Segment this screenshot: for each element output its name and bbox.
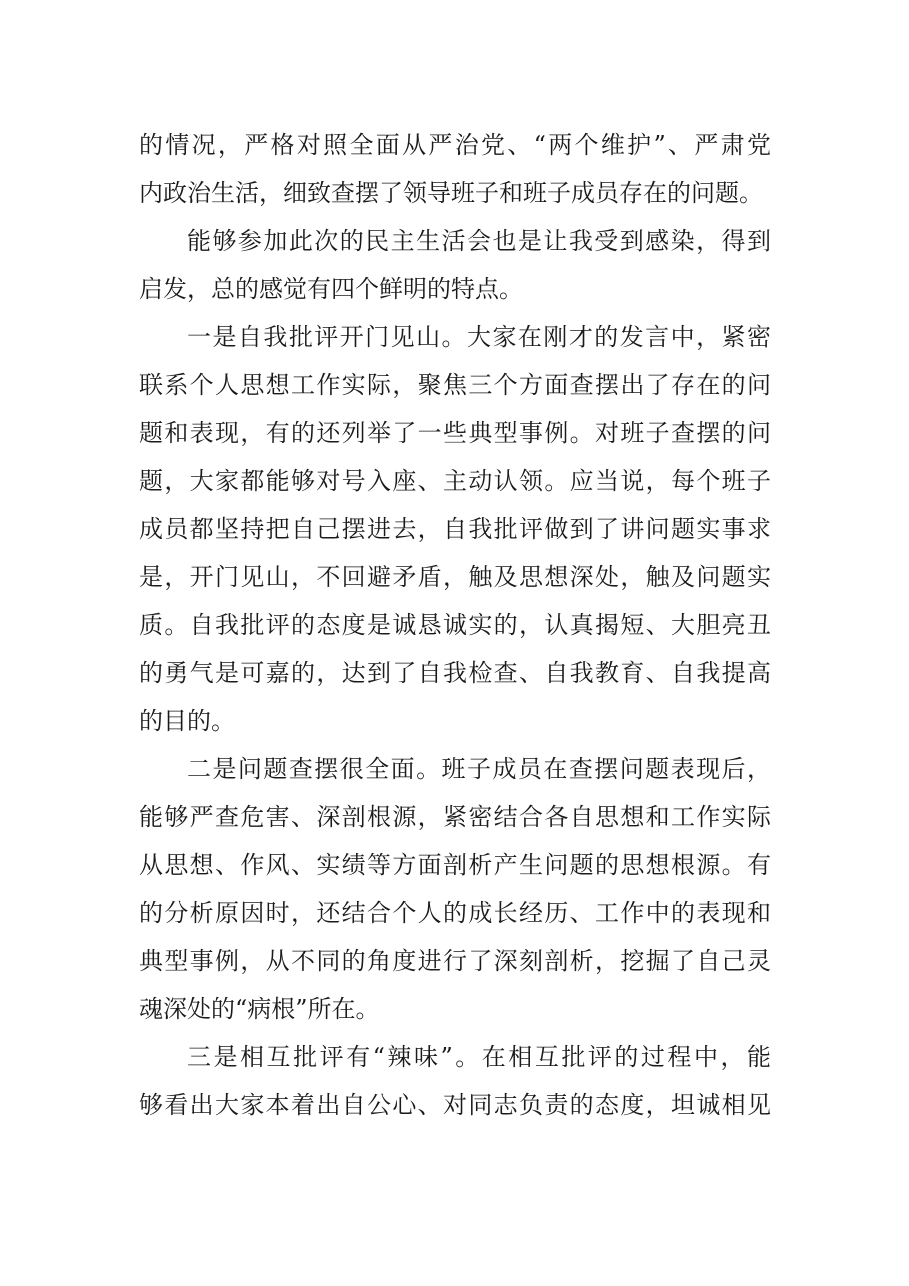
- text-line: 的分析原因时，还结合个人的成长经历、工作中的表现和: [139, 899, 771, 927]
- text-line: 能够严查危害、深剖根源，紧密结合各自思想和工作实际: [139, 803, 771, 831]
- text-line: 二是问题查摆很全面。班子成员在查摆问题表现后，: [187, 755, 771, 783]
- text-line: 质。自我批评的态度是诚恳诚实的，认真揭短、大胆亮丑: [139, 611, 771, 639]
- text-line: 题，大家都能够对号入座、主动认领。应当说，每个班子: [139, 467, 771, 495]
- text-line: 成员都坚持把自己摆进去，自我批评做到了讲问题实事求: [139, 515, 771, 543]
- text-line: 能够参加此次的民主生活会也是让我受到感染，得到: [187, 227, 771, 255]
- text-line: 的情况，严格对照全面从严治党、“两个维护”、严肃党: [139, 131, 771, 159]
- text-line: 一是自我批评开门见山。大家在刚才的发言中，紧密: [187, 323, 771, 351]
- text-line: 三是相互批评有“辣味”。在相互批评的过程中，能: [187, 1043, 771, 1071]
- text-line: 从思想、作风、实绩等方面剖析产生问题的思想根源。有: [139, 851, 771, 879]
- text-line: 联系个人思想工作实际，聚焦三个方面查摆出了存在的问: [139, 371, 771, 399]
- text-line: 够看出大家本着出自公心、对同志负责的态度，坦诚相见: [139, 1091, 771, 1119]
- text-line: 典型事例，从不同的角度进行了深刻剖析，挖掘了自己灵: [139, 947, 771, 975]
- text-line: 是，开门见山，不回避矛盾，触及思想深处，触及问题实: [139, 563, 771, 591]
- text-line: 的目的。: [139, 707, 235, 735]
- text-line: 内政治生活，细致查摆了领导班子和班子成员存在的问题。: [139, 179, 763, 207]
- text-line: 的勇气是可嘉的，达到了自我检查、自我教育、自我提高: [139, 659, 771, 687]
- text-line: 启发，总的感觉有四个鲜明的特点。: [139, 275, 523, 303]
- text-line: 魂深处的“病根”所在。: [139, 995, 380, 1023]
- text-line: 题和表现，有的还列举了一些典型事例。对班子查摆的问: [139, 419, 771, 447]
